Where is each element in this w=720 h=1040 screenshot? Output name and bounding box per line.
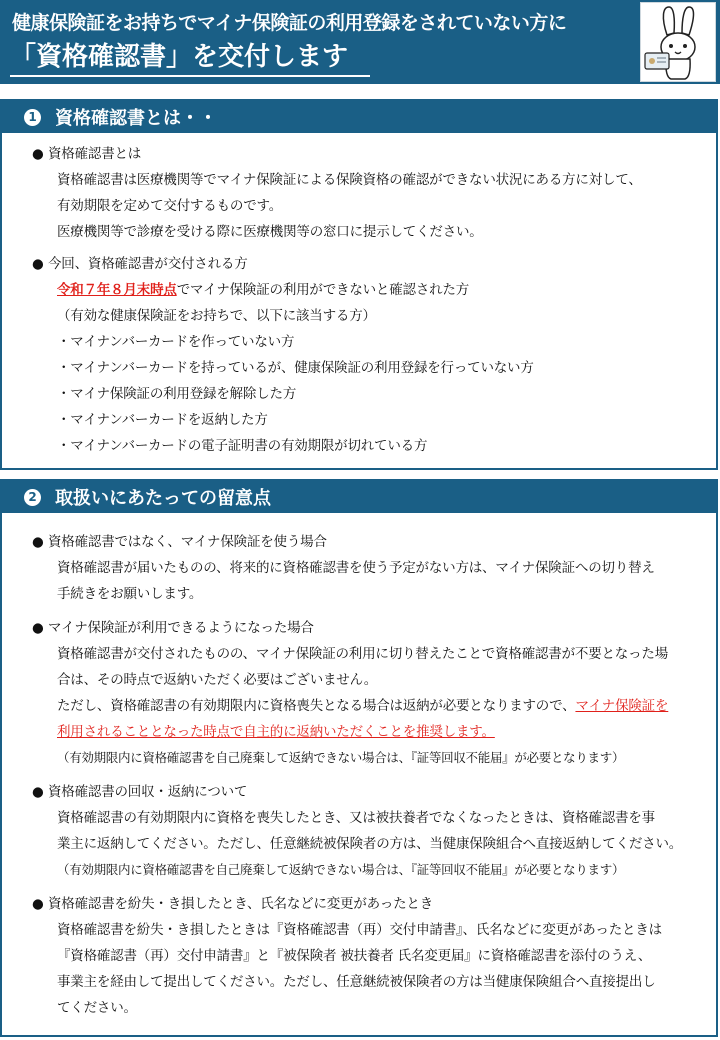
body-text: 『資格確認書（再）交付申請書』と『被保険者 被扶養者 氏名変更届』に資格確認書を添付のうえ、 — [57, 948, 652, 964]
bullet-item — [2, 891, 716, 1021]
list-item: ・マイナンバーカードを返納した方 — [57, 412, 268, 428]
header-subtitle: 健康保険証をお持ちでマイナ保険証の利用登録をされていない方に — [12, 12, 567, 34]
body-text: てください。 — [57, 1000, 137, 1016]
bullet-item-title: 資格確認書を紛失・き損したとき、氏名などに変更があったとき — [48, 896, 434, 912]
body-note: （有効な健康保険証をお持ちで、以下に該当する方） — [57, 308, 376, 324]
bullet-item — [2, 251, 716, 459]
body-note: （有効期限内に資格確認書を自己廃棄して返納できない場合は、『証等回収不能届』が必要となります） — [57, 862, 625, 877]
page-title: 「資格確認書」を交付します — [10, 36, 370, 77]
section-handling-notes — [0, 479, 718, 1037]
section-number-badge: 2 — [24, 489, 41, 506]
bullet-icon: ● — [32, 256, 44, 272]
body-note: （有効期限内に資格確認書を自己廃棄して返納できない場合は、『証等回収不能届』が必要となります） — [57, 750, 625, 765]
bullet-icon: ● — [32, 784, 44, 800]
highlight-date: 令和７年８月末時点 — [57, 282, 177, 298]
body-text: ただし、資格確認書の有効期限内に資格喪失となる場合は返納が必要となりますので、マイナ保険証を — [57, 698, 669, 714]
bullet-item-title: 今回、資格確認書が交付される方 — [48, 256, 248, 272]
bullet-item — [2, 529, 716, 607]
body-text: 令和７年８月末時点でマイナ保険証の利用ができないと確認された方 — [57, 282, 470, 298]
recommendation-text: 利用されることとなった時点で自主的に返納いただくことを推奨します。 — [57, 724, 495, 740]
bullet-item-title: 資格確認書ではなく、マイナ保険証を使う場合 — [48, 534, 327, 550]
section-header — [2, 481, 716, 513]
list-item: ・マイナンバーカードを持っているが、健康保険証の利用登録を行っていない方 — [57, 360, 534, 376]
body-text: 合は、その時点で返納いただく必要はございません。 — [57, 672, 378, 688]
body-text: 資格確認書は医療機関等でマイナ保険証による保険資格の確認ができない状況にある方に対して、 — [57, 172, 642, 188]
section-heading: 取扱いにあたっての留意点 — [55, 488, 271, 509]
body-text: 手続きをお願いします。 — [57, 586, 203, 602]
recommendation-text: マイナ保険証を — [575, 698, 669, 714]
body-text: 業主に返納してください。ただし、任意継続被保険者の方は、当健康保険組合へ直接返納してください。 — [57, 836, 683, 852]
bullet-icon: ● — [32, 146, 44, 162]
body-text: 資格確認書を紛失・き損したときは『資格確認書（再）交付申請書』、氏名などに変更があったときは — [57, 922, 662, 938]
bullet-item-title: マイナ保険証が利用できるようになった場合 — [48, 620, 314, 636]
bullet-item — [2, 615, 716, 771]
section-header — [2, 101, 716, 133]
body-text: 事業主を経由して提出してください。ただし、任意継続被保険者の方は当健康保険組合へ直接提出し — [57, 974, 656, 990]
body-text: 資格確認書が交付されたものの、マイナ保険証の利用に切り替えたことで資格確認書が不要となった場 — [57, 646, 668, 662]
body-text: 有効期限を定めて交付するものです。 — [57, 198, 283, 214]
header-banner — [0, 0, 720, 84]
list-item: ・マイナ保険証の利用登録を解除した方 — [57, 386, 297, 402]
section-heading: 資格確認書とは・・ — [55, 108, 217, 129]
bullet-item — [2, 141, 716, 245]
list-item: ・マイナンバーカードを作っていない方 — [57, 334, 295, 350]
body-text: 資格確認書が届いたものの、将来的に資格確認書を使う予定がない方は、マイナ保険証への切り替え — [57, 560, 655, 576]
section-what-is-certificate — [0, 99, 718, 470]
bullet-item — [2, 779, 716, 883]
bullet-icon: ● — [32, 534, 44, 550]
bullet-item-title: 資格確認書とは — [48, 146, 142, 162]
bullet-icon: ● — [32, 620, 44, 636]
bullet-icon: ● — [32, 896, 44, 912]
rabbit-mascot-holding-card-icon — [640, 2, 716, 82]
body-text: 医療機関等で診療を受ける際に医療機関等の窓口に提示してください。 — [57, 224, 483, 240]
body-text: 資格確認書の有効期限内に資格を喪失したとき、又は被扶養者でなくなったときは、資格確認書を事 — [57, 810, 655, 826]
bullet-item-title: 資格確認書の回収・返納について — [48, 784, 248, 800]
section-number-badge: 1 — [24, 109, 41, 126]
list-item: ・マイナンバーカードの電子証明書の有効期限が切れている方 — [57, 438, 428, 454]
